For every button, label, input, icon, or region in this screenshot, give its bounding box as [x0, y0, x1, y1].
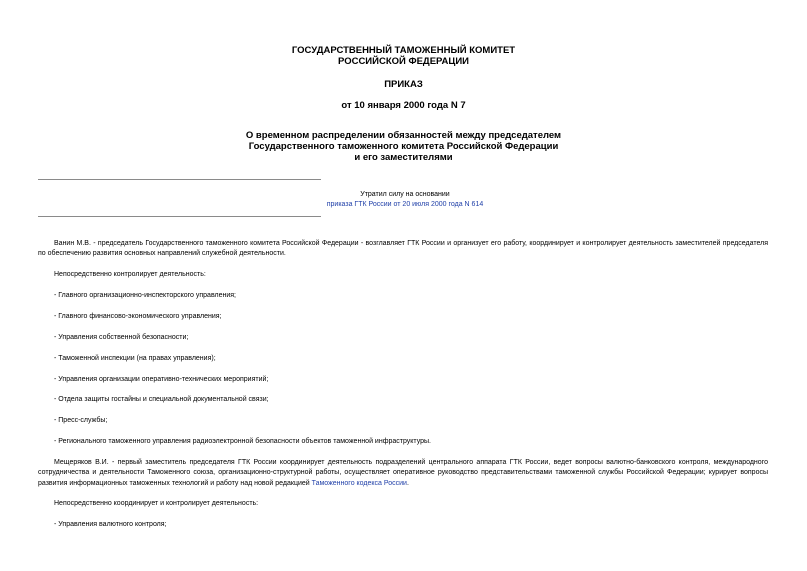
document-title-line1: О временном распределении обязанностей между председателем	[245, 130, 562, 141]
divider-bottom	[38, 216, 321, 217]
document-title-line3: и его заместителями	[354, 152, 453, 163]
list-item: - Главного организационно-инспекторского управления;	[54, 292, 236, 299]
list-item: - Управления валютного контроля;	[54, 521, 167, 528]
org-name-line2: РОССИЙСКОЙ ФЕДЕРАЦИИ	[337, 56, 469, 67]
list-item: - Отдела защиты гостайны и специальной документальной связи;	[54, 396, 269, 403]
document-type: ПРИКАЗ	[384, 79, 423, 90]
document-date: от 10 января 2000 года N 7	[341, 100, 466, 111]
org-name-line1: ГОСУДАРСТВЕННЫЙ ТАМОЖЕННЫЙ КОМИТЕТ	[291, 45, 516, 56]
list-item: - Управления организации оперативно-технических мероприятий;	[54, 376, 269, 383]
paragraph-controls-heading: Непосредственно контролирует деятельность:	[54, 271, 206, 278]
paragraph-coordinates-heading: Непосредственно координирует и контролирует деятельность:	[54, 500, 259, 507]
repeal-order-link[interactable]: приказа ГТК России от 20 июля 2000 года N 614	[326, 201, 484, 208]
divider-top	[38, 179, 321, 180]
paragraph-first-deputy	[38, 458, 768, 489]
list-item: - Управления собственной безопасности;	[54, 334, 189, 341]
status-note-text: Утратил силу на основании	[360, 191, 450, 198]
paragraph-first-deputy-text: Мещеряков В.И. - первый заместитель председателя ГТК России координирует деятельность подразделений центрального аппарата ГТК России, ведет вопросы валютно-банковского контроля, международного сотрудничества и деятельности Таможенного союза, организационно-структурной работы, осуществляет оперативное руководство представительствами таможенной службы Российской Федерации; курирует вопросы развития информационных таможенных технологий и работу над новой редакцией	[38, 459, 768, 487]
list-item: - Пресс-службы;	[54, 417, 108, 424]
paragraph-chairman: Ванин М.В. - председатель Государственного таможенного комитета Российской Федерации - возглавляет ГТК России и организует его работу, координирует и контролирует деятельность заместителей председателя по обеспечению развития основных направлений служебной деятельности.	[38, 240, 768, 258]
list-item: - Таможенной инспекции (на правах управления);	[54, 355, 216, 362]
paragraph-first-deputy-end: .	[406, 479, 409, 487]
status-note	[240, 190, 570, 210]
list-item: - Главного финансово-экономического управления;	[54, 313, 222, 320]
list-item: - Регионального таможенного управления радиоэлектронной безопасности объектов таможенной инфраструктуры.	[54, 438, 431, 445]
document-title-line2: Государственного таможенного комитета Российской Федерации	[248, 141, 559, 152]
customs-code-link[interactable]: Таможенного кодекса России	[311, 479, 407, 487]
